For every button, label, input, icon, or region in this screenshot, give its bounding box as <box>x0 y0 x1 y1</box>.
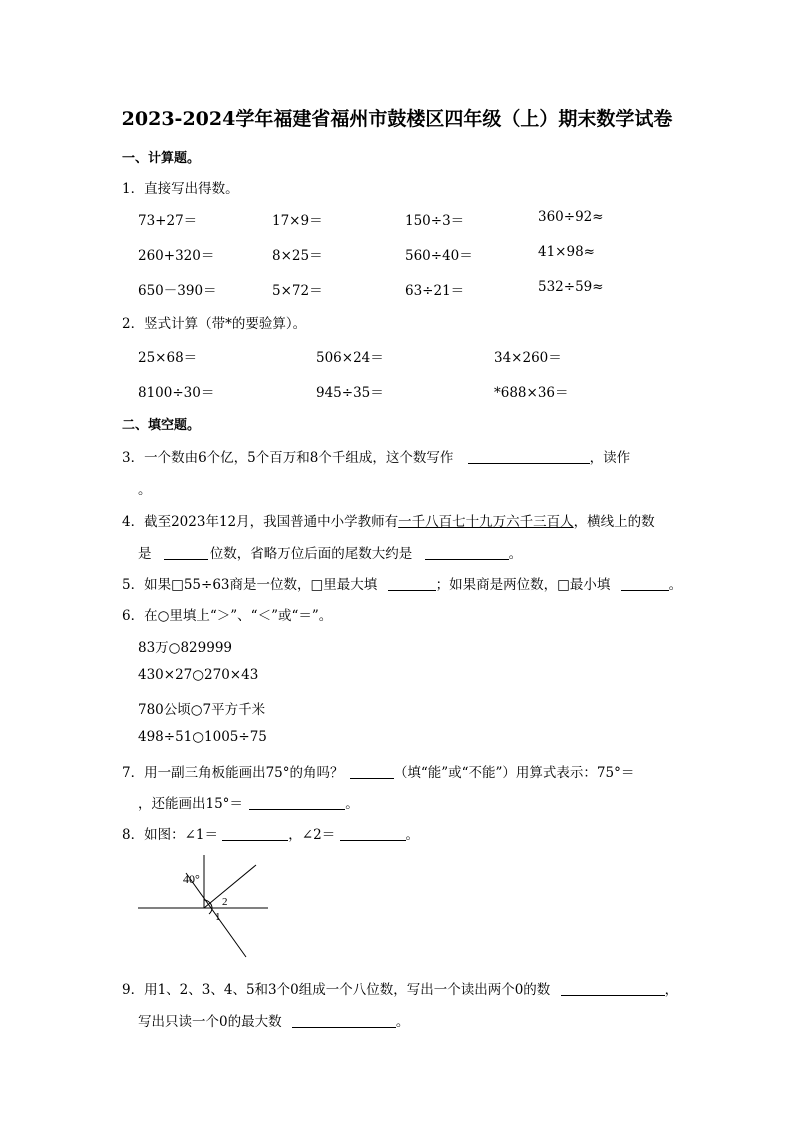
label-angle-2: 2 <box>222 896 228 908</box>
q7-blank-15[interactable] <box>249 795 345 810</box>
q5-text-a: 5．如果□55÷63商是一位数，□里最大填 <box>122 577 378 593</box>
angle-figure <box>138 853 270 959</box>
section-heading-fill: 二、填空题。 <box>122 418 201 433</box>
q9-text-a: 9．用1、2、3、4、5和3个0组成一个八位数，写出一个读出两个0的数 <box>122 982 551 998</box>
q1-item: 650－390＝ <box>138 283 217 299</box>
q1-item: 17×9＝ <box>272 213 323 229</box>
q2-item: 25×68＝ <box>138 350 198 366</box>
q1-item: 5×72＝ <box>272 283 323 299</box>
q9-text-b: ， <box>664 982 679 998</box>
upper-right-ray <box>204 865 256 908</box>
q4-blank-digits[interactable] <box>164 545 208 560</box>
q9-blank-max[interactable] <box>292 1013 396 1028</box>
question-6: 6．在○里填上“＞”、“＜”或“＝”。 <box>122 608 333 624</box>
q6-item: 498÷51○1005÷75 <box>138 729 267 745</box>
question-1: 1．直接写出得数。 <box>122 181 239 197</box>
q2-item: 506×24＝ <box>316 350 384 366</box>
q5-blank-max[interactable] <box>388 576 436 591</box>
q1-item: 73+27＝ <box>138 213 198 229</box>
question-8 <box>122 823 419 843</box>
page-title: 2023-2024学年福建省福州市鼓楼区四年级（上）期末数学试卷 <box>121 108 673 130</box>
section-heading-calc: 一、计算题。 <box>122 151 201 166</box>
q9-text-c: 写出只读一个0的最大数 <box>138 1014 282 1030</box>
q9-text-d: 。 <box>395 1014 410 1030</box>
q1-item: 150÷3＝ <box>405 213 465 229</box>
q9-blank-two-zeros[interactable] <box>561 981 665 996</box>
q1-item: 260+320＝ <box>138 248 215 264</box>
question-9 <box>122 978 678 998</box>
q1-item: 360÷92≈ <box>538 209 604 225</box>
q4-blank-estimate[interactable] <box>425 545 509 560</box>
q4-text-d: 位数，省略万位后面的尾数大约是 <box>209 546 413 562</box>
q8-blank-angle2[interactable] <box>340 826 406 841</box>
q1-item: 41×98≈ <box>538 244 595 260</box>
q7-text-c: ，还能画出15°＝ <box>138 796 243 812</box>
label-angle-1: 1 <box>215 911 221 923</box>
q1-item: 560÷40＝ <box>405 248 473 264</box>
q1-item: 532÷59≈ <box>538 279 604 295</box>
q3-blank-write[interactable] <box>468 449 590 464</box>
q7-blank-can[interactable] <box>350 764 394 779</box>
q7-text-b: （填“能”或“不能”）用算式表示：75°＝ <box>393 765 635 781</box>
q2-item: 945÷35＝ <box>316 385 384 401</box>
q2-item: 34×260＝ <box>494 350 562 366</box>
q8-blank-angle1[interactable] <box>222 826 288 841</box>
q4-text-e: 。 <box>508 546 523 562</box>
q4-text-a: 4．截至2023年12月，我国普通中小学教师有 <box>122 514 399 530</box>
question-4 <box>122 510 655 530</box>
question-5 <box>122 573 682 593</box>
q7-text-d: 。 <box>345 796 359 812</box>
q8-text-a: 8．如图：∠1＝ <box>122 827 218 843</box>
q5-text-c: 。 <box>668 577 683 593</box>
question-7 <box>122 761 634 781</box>
q4-text-c: 是 <box>138 546 152 562</box>
q3-line-2 <box>138 478 152 498</box>
q1-item: 63÷21＝ <box>405 283 465 299</box>
q7-text-a: 7．用一副三角板能画出75°的角吗？ <box>122 765 344 781</box>
q6-item: 83万○829999 <box>138 640 232 656</box>
q4-text-b: ，横线上的数 <box>573 514 655 530</box>
q6-item: 780公顷○7平方千米 <box>138 702 266 718</box>
q2-item: *688×36＝ <box>494 385 569 401</box>
q7-line-2 <box>138 792 359 812</box>
q6-item: 430×27○270×43 <box>138 667 259 683</box>
q3-text-a: 3．一个数由6个亿，5个百万和8个千组成，这个数写作 <box>122 450 454 466</box>
q5-blank-min[interactable] <box>621 576 669 591</box>
label-40-degree: 40° <box>183 872 200 886</box>
q1-item: 8×25＝ <box>272 248 323 264</box>
q4-line-2 <box>138 542 522 562</box>
q4-underlined-number: 一千八百七十九万六千三百人 <box>398 514 574 530</box>
angle-arc-1 <box>209 908 212 914</box>
q8-text-b: ，∠2＝ <box>288 827 336 843</box>
q9-line-2 <box>138 1010 409 1030</box>
q5-text-b: ；如果商是两位数，□最小填 <box>435 577 611 593</box>
q2-item: 8100÷30＝ <box>138 385 215 401</box>
question-2: 2．竖式计算（带*的要验算）。 <box>122 316 307 332</box>
question-3 <box>122 446 630 466</box>
q8-text-c: 。 <box>405 827 419 843</box>
q3-text-b: ，读作 <box>589 450 631 466</box>
q3-text-c: 。 <box>138 482 152 498</box>
